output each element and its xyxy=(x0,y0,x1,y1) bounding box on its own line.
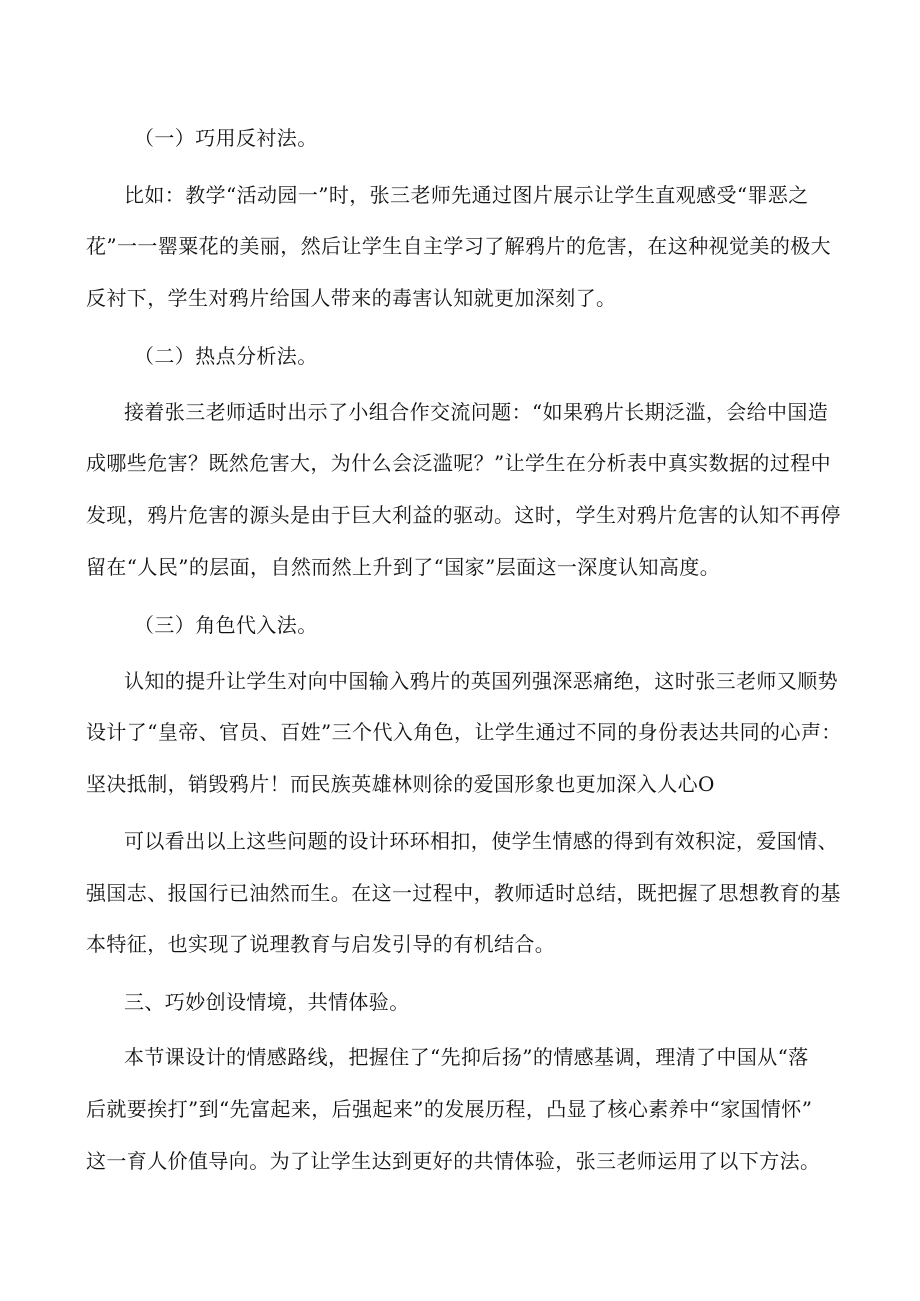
paragraph-line: 反衬下，学生对鸦片给国人带来的毒害认知就更加深刻了。 xyxy=(86,286,617,310)
paragraph-line: 坚决抵制，销毁鸦片！而民族英雄林则徐的爱国形象也更加深入人心O xyxy=(86,772,715,796)
subheading-role-play: （三）角色代入法。 xyxy=(134,613,318,637)
paragraph-line: 本节课设计的情感路线，把握住了“先抑后扬”的情感基调，理清了中国从“落 xyxy=(124,1045,809,1069)
paragraph-line: 发现，鸦片危害的源头是由于巨大利益的驱动。这时，学生对鸦片危害的认知不再停 xyxy=(86,503,841,527)
paragraph-line: 比如：教学“活动园一”时，张三老师先通过图片展示让学生直观感受“罪恶之 xyxy=(124,183,809,207)
paragraph-line: 花”一一罂粟花的美丽，然后让学生自主学习了解鸦片的危害，在这种视觉美的极大 xyxy=(86,234,832,258)
paragraph-line: 可以看出以上这些问题的设计环环相扣，使学生情感的得到有效积淀，爱国情、 xyxy=(124,829,838,853)
paragraph-line: 这一育人价值导向。为了让学生达到更好的共情体验，张三老师运用了以下方法。 xyxy=(86,1149,821,1173)
paragraph-line: 本特征，也实现了说理教育与启发引导的有机结合。 xyxy=(86,932,556,956)
paragraph-line: 认知的提升让学生对向中国输入鸦片的英国列强深恶痛绝，这时张三老师又顺势 xyxy=(124,669,838,693)
paragraph-line: 接着张三老师适时出示了小组合作交流问题：“如果鸦片长期泛滥，会给中国造 xyxy=(124,400,829,424)
paragraph-line: 设计了“皇帝、官员、百姓”三个代入角色，让学生通过不同的身份表达共同的心声： xyxy=(86,720,842,744)
paragraph-line: 后就要挨打”到“先富起来，后强起来”的发展历程，凸显了核心素养中“家国情怀” xyxy=(86,1097,813,1121)
subheading-contrast-method: （一）巧用反衬法。 xyxy=(134,126,318,150)
paragraph-line: 留在“人民”的层面，自然而然上升到了“国家”层面这一深度认知高度。 xyxy=(86,555,721,579)
paragraph-line: 强国志、报国行已油然而生。在这一过程中，教师适时总结，既把握了思想教育的基 xyxy=(86,881,841,905)
section-heading-three: 三、巧妙创设情境，共情体验。 xyxy=(124,990,410,1014)
paragraph-line: 成哪些危害？既然危害大，为什么会泛滥呢？”让学生在分析表中真实数据的过程中 xyxy=(86,451,832,475)
subheading-hotspot-analysis: （二）热点分析法。 xyxy=(134,344,318,368)
